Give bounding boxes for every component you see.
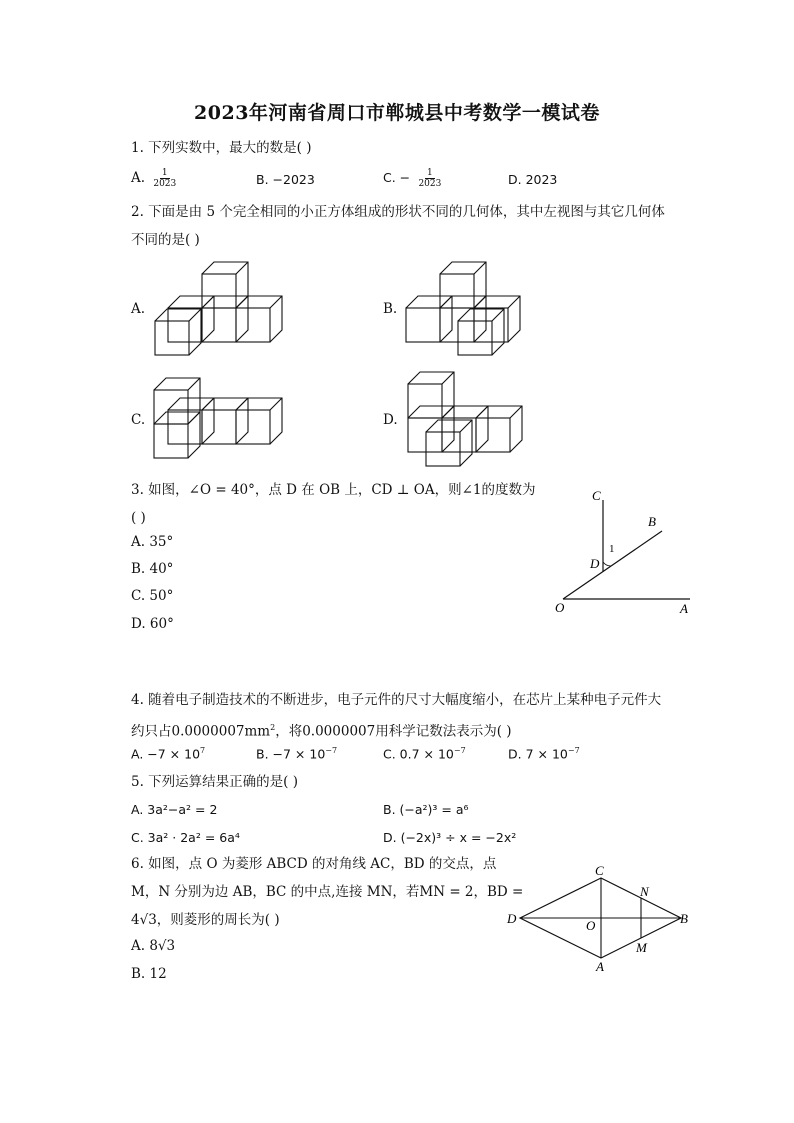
label-a: A <box>680 601 688 616</box>
question-2-option-c-label: C. <box>131 412 146 428</box>
option-base: D. 7 × 10 <box>508 746 568 762</box>
question-6-option-b: B. 12 <box>131 966 167 982</box>
question-2-option-b-label: B. <box>383 301 398 317</box>
question-4-stem-line-1: 4. 随着电子制造技术的不断进步，电子元件的尺寸大幅度缩小，在芯片上某种电子元件大 <box>131 692 662 708</box>
question-6-stem-line-2: M，N 分别为边 AB，BC 的中点,连接 MN，若MN = 2，BD = <box>131 884 524 900</box>
label-d: D <box>507 911 517 926</box>
question-3-option-a: A. 35° <box>131 534 174 550</box>
label-c: C <box>592 488 601 503</box>
fraction-numerator: 1 <box>427 168 433 178</box>
option-exponent: −7 <box>325 746 338 755</box>
question-5-stem: 5. 下列运算结果正确的是( ) <box>131 774 298 790</box>
label-d: D <box>590 556 600 571</box>
question-5-option-c: C. 3a² · 2a² = 6a⁴ <box>131 830 240 845</box>
label-b: B <box>648 514 656 529</box>
option-a-label: A. <box>131 170 146 186</box>
question-3-stem-line-1: 3. 如图，∠O = 40°，点 D 在 OB 上，CD ⊥ OA，则∠1的度数为 <box>131 482 536 498</box>
superscript: 2 <box>270 723 276 732</box>
question-2-stem-line-1: 2. 下面是由 5 个完全相同的小正方体组成的形状不同的几何体，其中左视图与其它几何体 <box>131 204 665 220</box>
option-exponent: 7 <box>200 746 206 755</box>
question-4-option-a <box>131 746 205 763</box>
stem-text: 约只占0.0000007mm <box>131 723 271 740</box>
option-exponent: −7 <box>567 746 580 755</box>
label-o: O <box>586 918 596 933</box>
question-4-option-c <box>383 746 466 763</box>
question-2-option-a-label: A. <box>131 301 146 317</box>
rhombus-figure <box>500 860 700 975</box>
question-4-stem-line-2 <box>131 718 512 742</box>
label-m: M <box>636 940 647 955</box>
question-5-option-d: D. (−2x)³ ÷ x = −2x² <box>383 830 517 845</box>
question-6-stem-line-3: 4√3，则菱形的周长为( ) <box>131 912 280 928</box>
option-exponent: −7 <box>453 746 466 755</box>
label-angle-1: 1 <box>609 543 615 555</box>
label-o: O <box>555 600 565 615</box>
cube-figure-b <box>406 262 520 355</box>
angle-1-arc <box>603 562 611 566</box>
question-6-option-a: A. 8√3 <box>131 938 176 954</box>
question-3-option-b: B. 40° <box>131 561 174 577</box>
stem-text: ，将0.0000007用科学记数法表示为( ) <box>275 723 512 740</box>
option-c-label: C. − <box>383 170 411 185</box>
question-5-option-b: B. (−a²)³ = a⁶ <box>383 802 469 817</box>
question-3-stem-line-2: ( ) <box>131 510 146 526</box>
cube-figure-a <box>155 262 282 355</box>
label-b: B <box>680 911 688 926</box>
question-6-stem-line-1: 6. 如图，点 O 为菱形 ABCD 的对角线 AC，BD 的交点，点 <box>131 856 497 872</box>
option-base: B. −7 × 10 <box>256 746 326 762</box>
question-3-option-d: D. 60° <box>131 616 174 632</box>
question-3-option-c: C. 50° <box>131 588 174 604</box>
fraction-denominator: 2023 <box>418 179 442 189</box>
option-base: C. 0.7 × 10 <box>383 746 454 762</box>
question-4-option-b <box>256 746 337 763</box>
option-base: A. −7 × 10 <box>131 746 201 762</box>
angle-figure <box>540 480 710 625</box>
question-2-stem-line-2: 不同的是( ) <box>131 232 200 248</box>
question-5-option-a: A. 3a²−a² = 2 <box>131 802 218 817</box>
label-a: A <box>596 959 604 974</box>
question-4-option-d <box>508 746 580 763</box>
fraction-numerator: 1 <box>161 168 168 178</box>
cube-figure-d <box>408 372 522 466</box>
cube-figure-c <box>154 378 282 458</box>
label-n: N <box>640 884 649 899</box>
question-2-option-d-label: D. <box>383 412 398 428</box>
question-1-stem: 1. 下列实数中，最大的数是( ) <box>131 140 312 156</box>
question-1-option-d: D. 2023 <box>508 172 558 187</box>
question-1-option-b: B. −2023 <box>256 172 315 187</box>
page-title: 2023年河南省周口市郸城县中考数学一模试卷 <box>194 102 600 124</box>
label-c: C <box>595 863 604 878</box>
ray-ob <box>563 531 662 599</box>
fraction-denominator: 2023 <box>153 179 177 189</box>
